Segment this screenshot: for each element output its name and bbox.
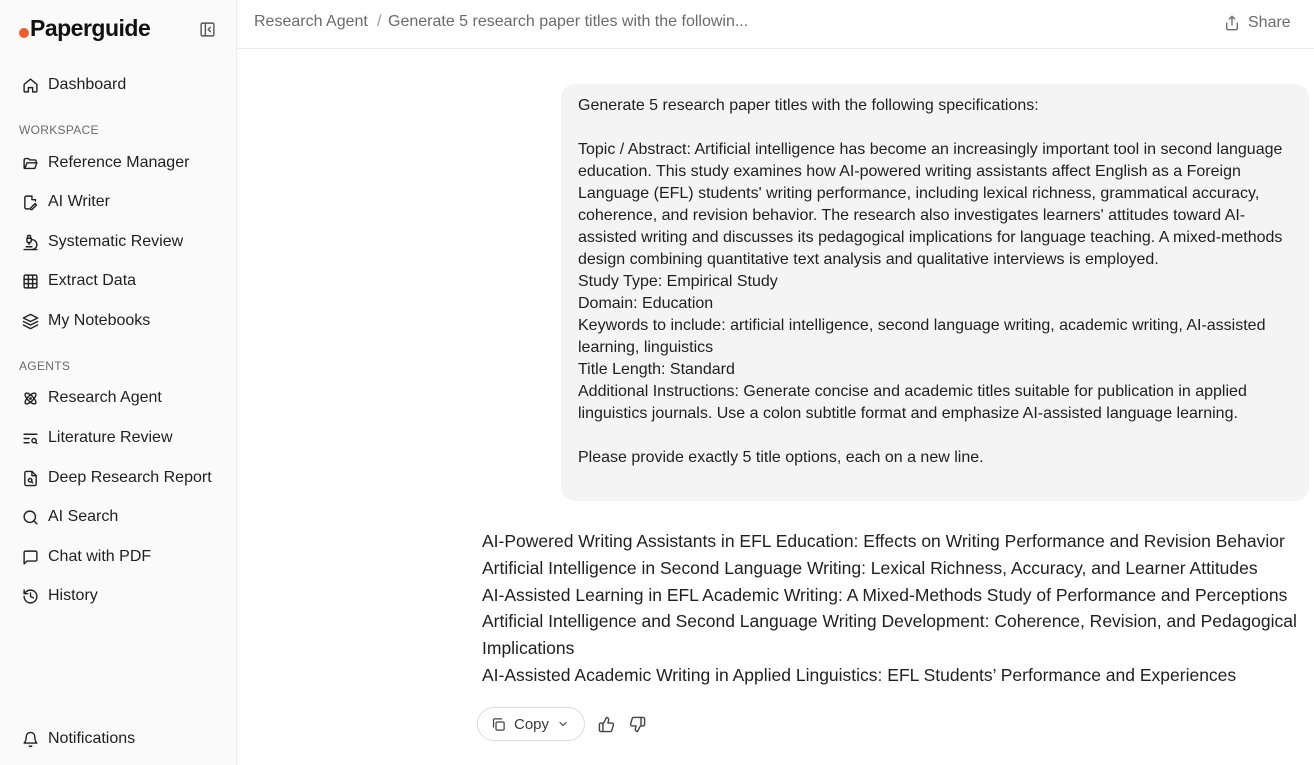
history-icon <box>21 587 39 605</box>
sidebar-item-label: Deep Research Report <box>48 469 212 486</box>
sidebar-item-history[interactable] <box>12 579 226 613</box>
sidebar-item-label: Research Agent <box>48 389 162 406</box>
response-actions <box>477 707 649 741</box>
sidebar-item-literature-review[interactable] <box>12 421 226 455</box>
sidebar-item-dashboard[interactable] <box>12 68 226 102</box>
title-option: Artificial Intelligence and Second Language Writing Development: Coherence, Revision, and Pedagogical Implications <box>482 611 1297 659</box>
sidebar-item-label: Literature Review <box>48 429 173 446</box>
sidebar-item-label: Reference Manager <box>48 154 190 171</box>
sidebar-item-label: AI Writer <box>48 193 110 210</box>
top-bar <box>237 0 1314 49</box>
sidebar-item-reference-manager[interactable] <box>12 146 226 180</box>
chat-icon <box>21 548 39 566</box>
sidebar-item-chat-with-pdf[interactable] <box>12 540 226 574</box>
title-option: AI-Assisted Learning in EFL Academic Writing: A Mixed-Methods Study of Performance and Perceptions <box>482 584 1288 605</box>
sidebar-collapse-icon <box>199 21 216 38</box>
sidebar-item-label: Dashboard <box>48 76 127 93</box>
sidebar-item-extract-data[interactable] <box>12 264 226 298</box>
paperguide-logo[interactable] <box>19 15 150 42</box>
sidebar-item-notifications[interactable] <box>12 722 226 756</box>
thumbs-down-icon <box>629 716 646 733</box>
sidebar-item-ai-search[interactable] <box>12 500 226 534</box>
user-message-text: Generate 5 research paper titles with the following specifications: Topic / Abstract: Artificial intelligence has become an increasingly important tool in second language education. This study examines how AI-powered writing assistants affect English as a Foreign Language (EFL) students' writing performance, including lexical richness, grammatical accuracy, coherence, and revision behavior. The research also investigates learners' attitudes toward AI-assisted writing and discusses its pedagogical implications for language teaching. A mixed-methods design combining quantitative text analysis and qualitative interviews is employed. Study Type: Empirical Study Domain: Education Keywords to include: artificial intelligence, second language writing, academic writing, AI-assisted learning, linguistics Title Length: Standard Additional Instructions: Generate concise and academic titles suitable for publication in applied linguistics journals. Use a colon subtitle format and emphasize AI-assisted language learning. Please provide exactly 5 title options, each on a new line. <box>578 97 1283 466</box>
thumbs-up-button[interactable] <box>594 712 618 736</box>
atom-icon <box>21 389 39 407</box>
folder-open-icon <box>21 154 39 172</box>
thumbs-down-button[interactable] <box>625 712 649 736</box>
file-search-icon <box>21 469 39 487</box>
sidebar-item-label: History <box>48 587 98 604</box>
copy-icon <box>491 717 506 732</box>
workspace-section-label: WORKSPACE <box>19 123 99 137</box>
breadcrumb-current: Generate 5 research paper titles with the followin... <box>388 13 749 30</box>
search-icon <box>21 508 39 526</box>
agents-section-label: AGENTS <box>19 359 71 373</box>
collapse-sidebar-button[interactable] <box>198 20 216 38</box>
sidebar <box>0 0 237 765</box>
logo-dot <box>19 28 29 38</box>
table-icon <box>21 272 39 290</box>
text-search-icon <box>21 429 39 447</box>
chevron-down-icon <box>557 718 569 730</box>
pen-file-icon <box>21 193 39 211</box>
user-message-bubble <box>561 84 1309 501</box>
sidebar-item-systematic-review[interactable] <box>12 225 226 259</box>
sidebar-item-research-agent[interactable] <box>12 381 226 415</box>
sidebar-item-label: Extract Data <box>48 272 137 289</box>
title-option: AI-Powered Writing Assistants in EFL Education: Effects on Writing Performance and Revision Behavior <box>482 531 1285 551</box>
breadcrumb-root[interactable]: Research Agent <box>254 13 368 30</box>
share-label: Share <box>1248 14 1291 31</box>
title-option: Artificial Intelligence in Second Language Writing: Lexical Richness, Accuracy, and Learner Attitudes <box>482 557 1258 578</box>
title-option: AI-Assisted Academic Writing in Applied Linguistics: EFL Students’ Performance and Experiences <box>482 664 1237 685</box>
sidebar-item-deep-research-report[interactable] <box>12 461 226 495</box>
layers-icon <box>21 312 39 330</box>
copy-label: Copy <box>514 715 550 733</box>
logo-text: Paperguide <box>30 15 151 41</box>
thumbs-up-icon <box>598 716 615 733</box>
bell-icon <box>21 730 39 748</box>
home-icon <box>21 76 39 94</box>
share-icon <box>1224 15 1240 31</box>
sidebar-item-label: Chat with PDF <box>48 548 152 565</box>
sidebar-item-label: Systematic Review <box>48 233 184 250</box>
share-button[interactable] <box>1224 10 1291 36</box>
sidebar-item-my-notebooks[interactable] <box>12 304 226 338</box>
breadcrumb-separator: / <box>377 13 382 30</box>
sidebar-item-ai-writer[interactable] <box>12 185 226 219</box>
sidebar-item-label: Notifications <box>48 730 136 747</box>
microscope-icon <box>21 233 39 251</box>
sidebar-item-label: AI Search <box>48 508 119 525</box>
copy-button[interactable] <box>477 707 585 741</box>
sidebar-item-label: My Notebooks <box>48 312 151 329</box>
assistant-response <box>482 528 1304 689</box>
